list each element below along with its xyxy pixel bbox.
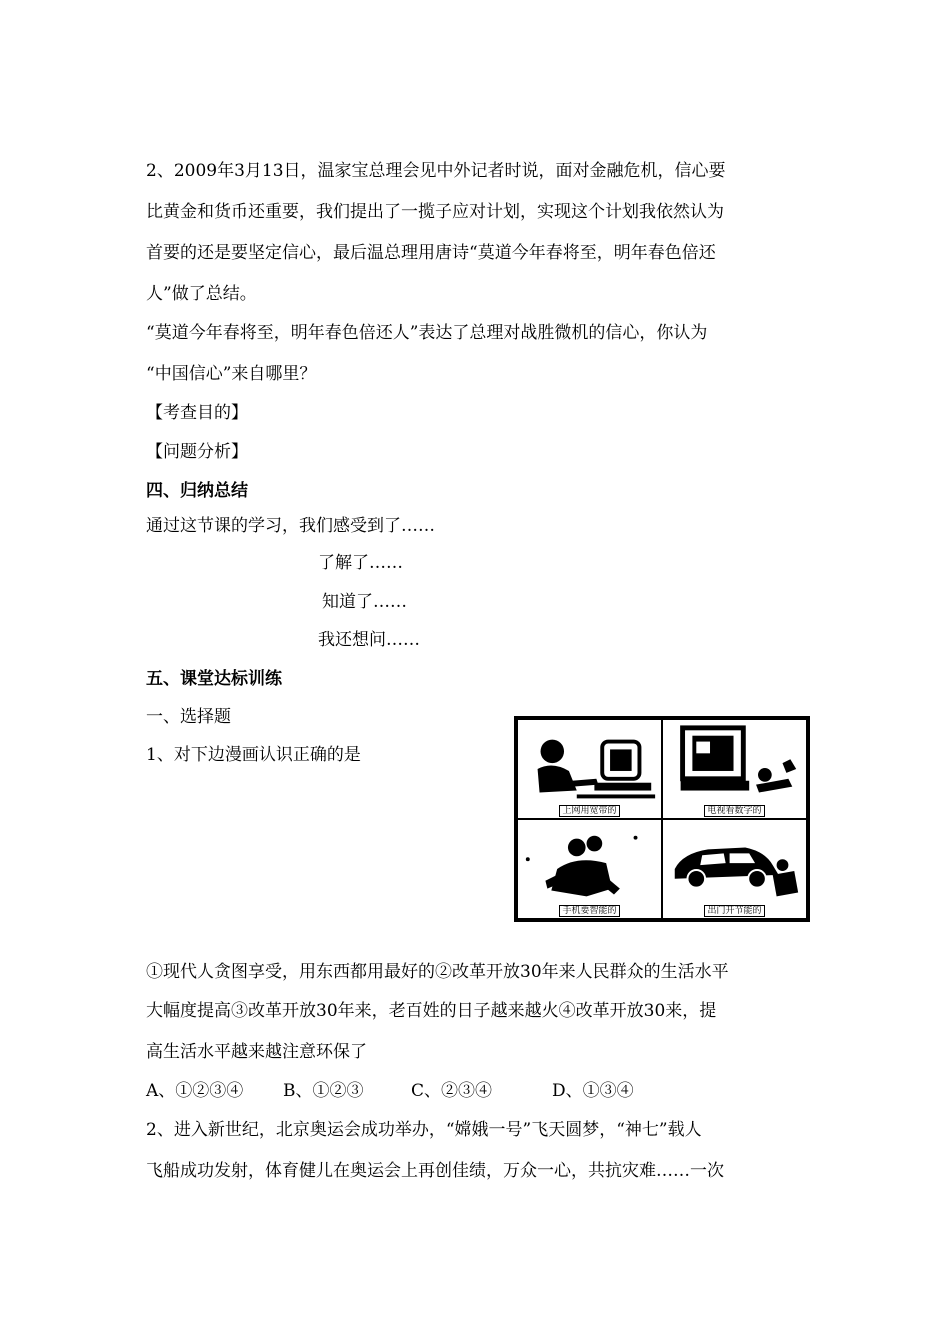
cartoon-caption-2: 电视看数字的 [704,805,764,817]
television-icon [663,720,806,818]
q1-statement-line-2: 大幅度提高③改革开放30年来，老百姓的日子越来越火④改革开放30来，提 [146,1001,717,1021]
cartoon-panel-energy-car [662,819,807,919]
section5-subheading: 一、选择题 [146,707,231,727]
question-1-stem: 1、对下边漫画认识正确的是 [146,745,361,765]
section4-item-1: 了解了…… [318,553,403,573]
problem-analysis-label: 【问题分析】 [146,442,248,462]
cartoon-panel-broadband [517,719,662,819]
q2-intro-line-3: 首要的还是要坚定信心，最后温总理用唐诗“莫道今年春将至，明年春色倍还 [146,243,716,263]
q2-intro-line-6: “中国信心”来自哪里？ [146,364,317,384]
section4-lead: 通过这节课的学习，我们感受到了…… [146,516,435,536]
option-b: B、①②③ [283,1081,364,1101]
car-icon [663,820,806,918]
computer-user-icon [518,720,661,818]
phone-users-icon [518,820,661,918]
question-2-line-1: 2、进入新世纪，北京奥运会成功举办，“嫦娥一号”飞天圆梦，“神七”载人 [146,1120,702,1140]
exam-purpose-label: 【考查目的】 [146,403,248,423]
section5-heading: 五、课堂达标训练 [146,669,282,689]
question-2-line-2: 飞船成功发射，体育健儿在奥运会上再创佳绩，万众一心，共抗灾难……一次 [146,1161,724,1181]
option-c: C、②③④ [411,1081,493,1101]
q2-intro-line-4: 人”做了总结。 [146,284,257,304]
q1-statement-line-3: 高生活水平越来越注意环保了 [146,1042,367,1062]
section4-heading: 四、归纳总结 [146,481,248,501]
option-a: A、①②③④ [146,1081,244,1101]
cartoon-caption-3: 手机要智能的 [559,905,619,917]
cartoon-image [514,716,810,922]
cartoon-caption-4: 出门开节能的 [704,905,764,917]
q2-intro-line-2: 比黄金和货币还重要，我们提出了一揽子应对计划，实现这个计划我依然认为 [146,202,724,222]
q2-intro-line-5: “莫道今年春将至，明年春色倍还人”表达了总理对战胜微机的信心，你认为 [146,323,708,343]
cartoon-caption-1: 上网用宽带的 [559,805,619,817]
q2-intro-line-1: 2、2009年3月13日，温家宝总理会见中外记者时说，面对金融危机，信心要 [146,161,726,181]
option-d: D、①③④ [552,1081,634,1101]
cartoon-panel-smartphone [517,819,662,919]
section4-item-2: 知道了…… [322,592,407,612]
cartoon-panel-digital-tv [662,719,807,819]
q1-statement-line-1: ①现代人贪图享受，用东西都用最好的②改革开放30年来人民群众的生活水平 [146,962,729,982]
section4-item-3: 我还想问…… [318,630,420,650]
